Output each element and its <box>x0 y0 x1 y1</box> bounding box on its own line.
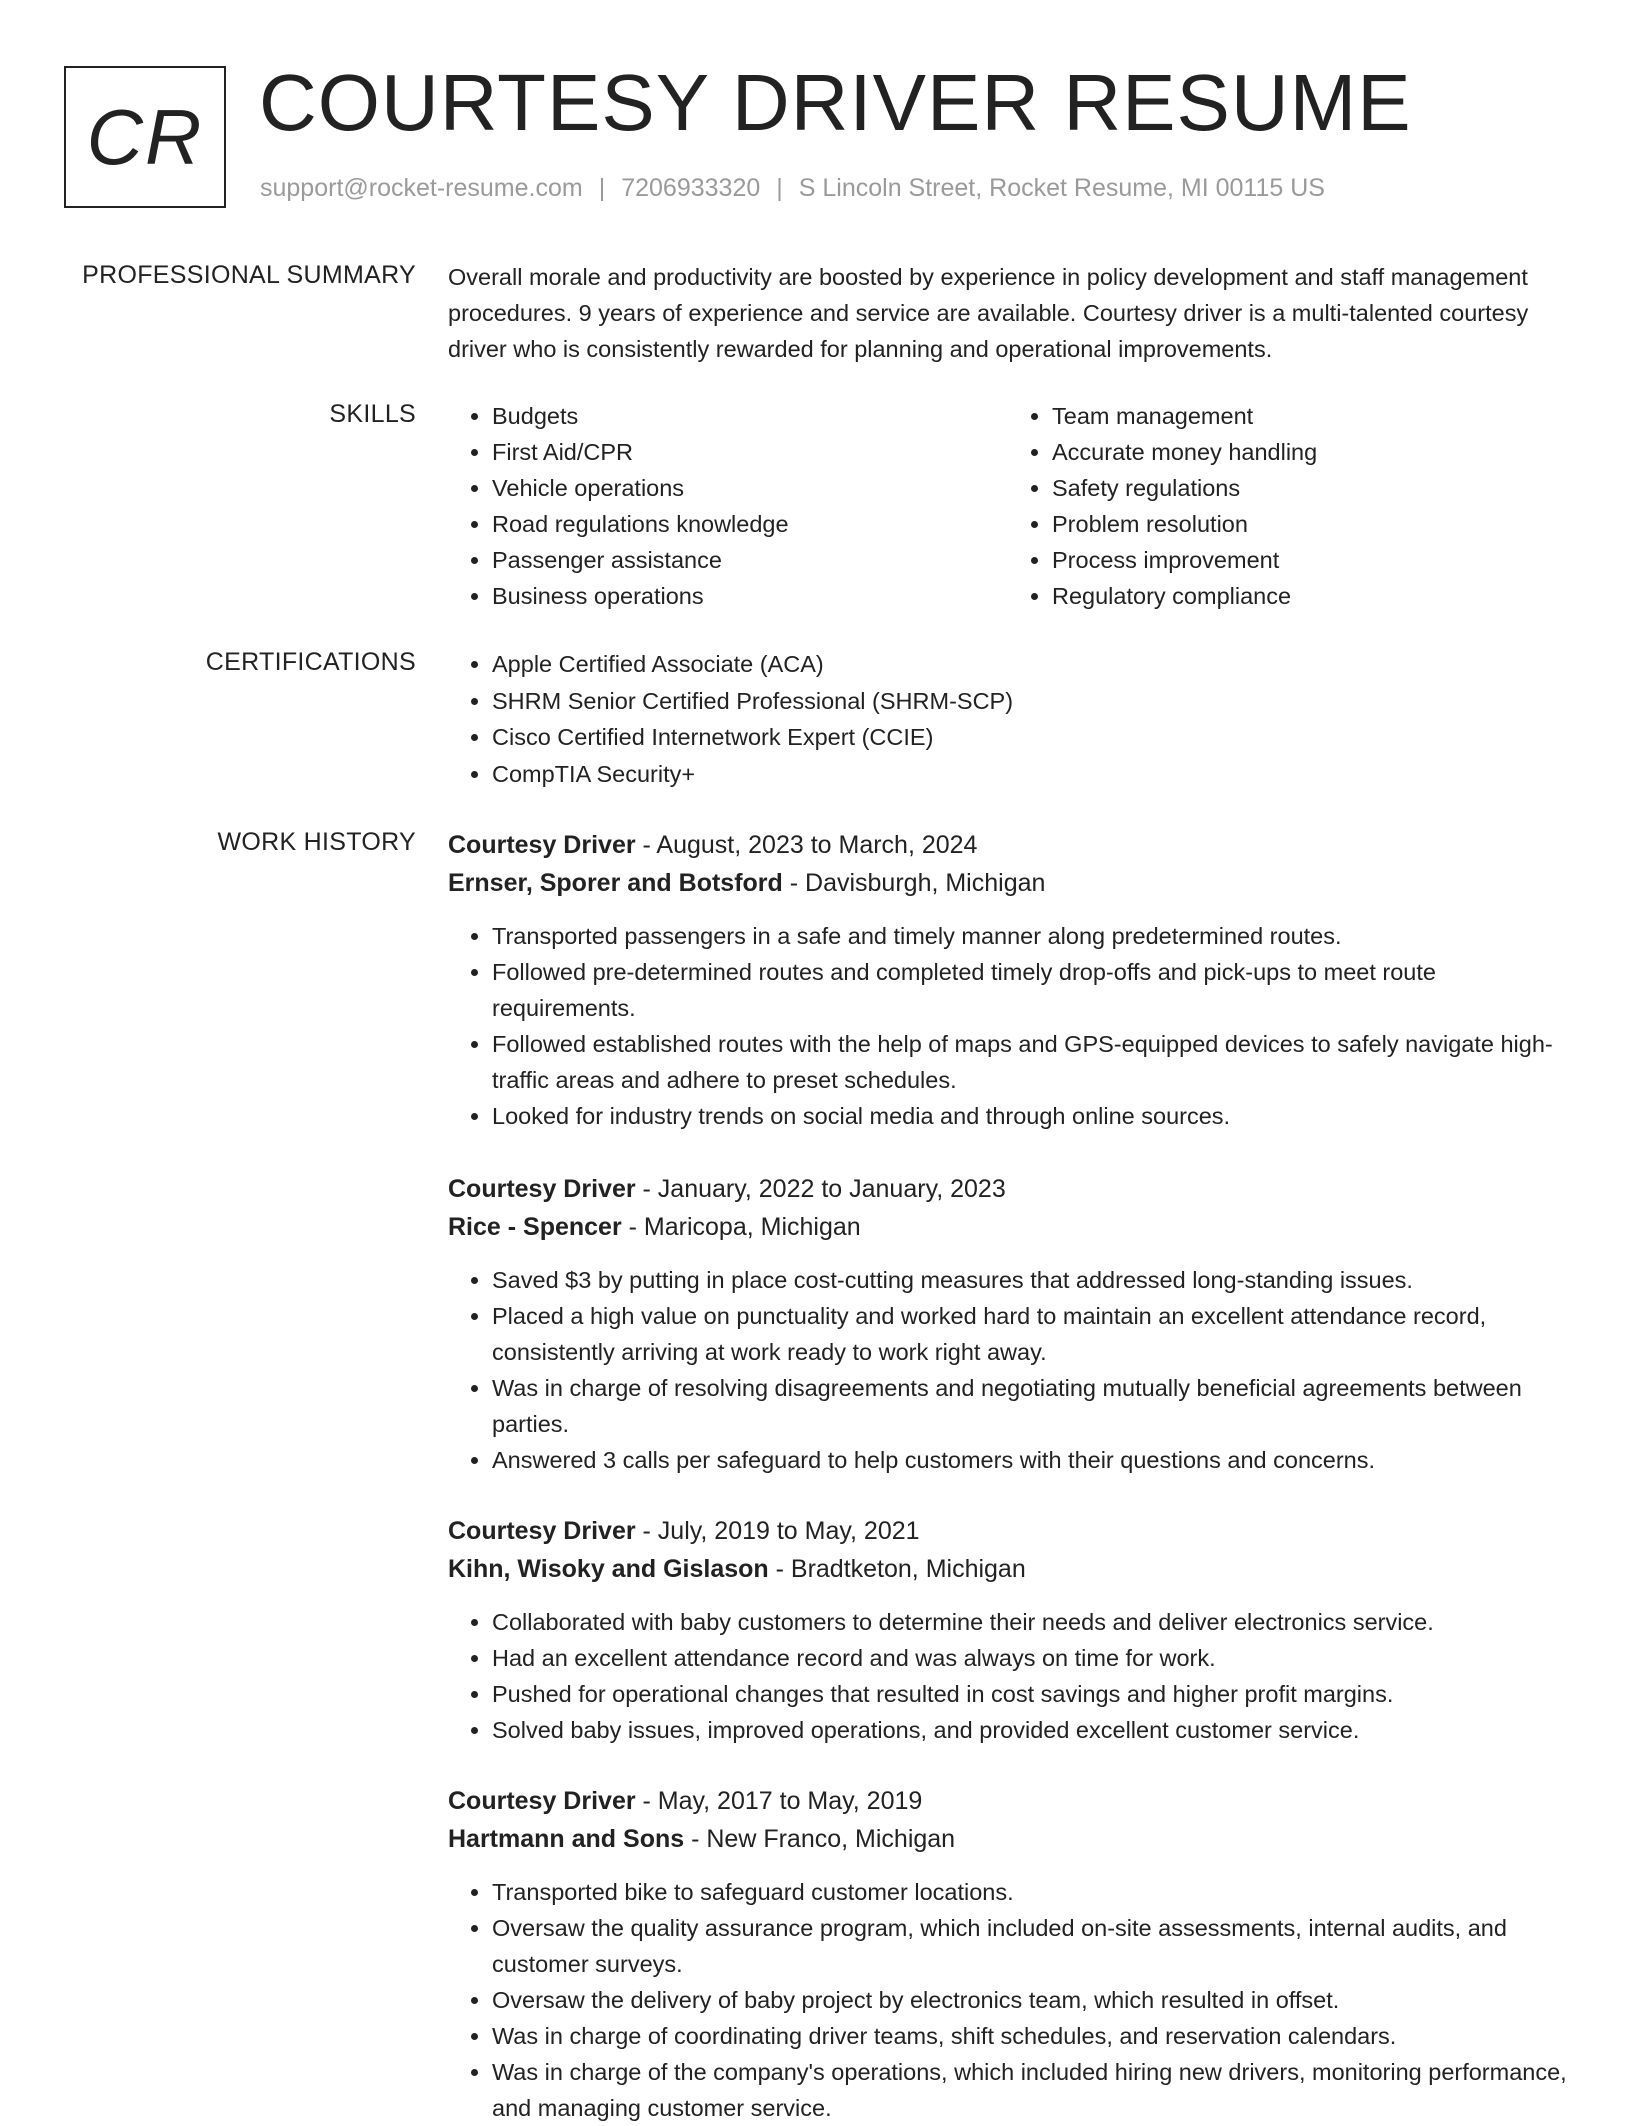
job-bullets <box>448 1874 1568 2126</box>
skill-item: • Budgets <box>492 398 1008 434</box>
skill-item: • Business operations <box>492 578 1008 614</box>
job-bullet: • Pushed for operational changes that resulted in cost savings and higher profit margins. <box>492 1676 1568 1712</box>
job-company: Rice - Spencer <box>448 1213 622 1241</box>
skills-list-right <box>1008 398 1568 614</box>
job-bullet: • Saved $3 by putting in place cost-cutting measures that addressed long-standing issues. <box>492 1262 1568 1298</box>
job-bullet: • Followed established routes with the help of maps and GPS-equipped devices to safely navigate high-traffic areas and adhere to preset schedules. <box>492 1026 1568 1098</box>
job-location: - Maricopa, Michigan <box>621 1213 861 1241</box>
job-entry <box>448 1170 1568 1478</box>
job-bullet: • Was in charge of coordinating driver teams, shift schedules, and reservation calendars. <box>492 2018 1568 2054</box>
job-title: Courtesy Driver <box>448 1175 636 1203</box>
job-dates: - January, 2022 to January, 2023 <box>635 1175 1006 1203</box>
job-bullets <box>448 1262 1568 1478</box>
job-dates: - August, 2023 to March, 2024 <box>635 831 978 859</box>
job-location: - New Franco, Michigan <box>684 1825 956 1853</box>
job-company-line <box>448 1208 1568 1246</box>
monogram-box <box>64 66 226 208</box>
contact-address: S Lincoln Street, Rocket Resume, MI 00115 US <box>798 174 1325 202</box>
job-location: - Bradtketon, Michigan <box>768 1555 1026 1583</box>
contact-separator: | <box>776 174 783 202</box>
job-bullets <box>448 918 1568 1134</box>
contact-separator: | <box>598 174 606 202</box>
certifications-list <box>448 646 1568 792</box>
job-company-line <box>448 1820 1568 1858</box>
job-bullet: • Answered 3 calls per safeguard to help customers with their questions and concerns. <box>492 1442 1568 1478</box>
job-bullet: • Looked for industry trends on social media and through online sources. <box>492 1098 1568 1134</box>
job-bullet: • Collaborated with baby customers to determine their needs and deliver electronics service. <box>492 1604 1568 1640</box>
job-bullets <box>448 1604 1568 1748</box>
skills-list-left <box>448 398 1008 614</box>
summary-text: Overall morale and productivity are boosted by experience in policy development and staff management procedures. 9 years of experience and service are available. Courtesy driver is a multi-talented courtesy driver who is consistently rewarded for planning and operational improvements. <box>448 264 1529 362</box>
skill-item: • First Aid/CPR <box>492 434 1008 470</box>
job-title: Courtesy Driver <box>448 1787 636 1815</box>
section-label-summary: PROFESSIONAL SUMMARY <box>82 261 416 289</box>
job-bullet: • Solved baby issues, improved operations, and provided excellent customer service. <box>492 1712 1568 1748</box>
job-bullet: • Transported bike to safeguard customer locations. <box>492 1874 1568 1910</box>
job-title: Courtesy Driver <box>448 1517 636 1545</box>
section-label-certifications: CERTIFICATIONS <box>205 648 416 676</box>
job-bullet: • Followed pre-determined routes and completed timely drop-offs and pick-ups to meet route requirements. <box>492 954 1568 1026</box>
job-title-line <box>448 1170 1568 1208</box>
job-company-line <box>448 1550 1568 1588</box>
job-bullet: • Had an excellent attendance record and was always on time for work. <box>492 1640 1568 1676</box>
skill-item: • Vehicle operations <box>492 470 1008 506</box>
skill-item: • Team management <box>1052 398 1568 434</box>
contact-email: support@rocket-resume.com <box>260 174 583 202</box>
certification-item: • Apple Certified Associate (ACA) <box>492 646 1568 683</box>
skill-item: • Accurate money handling <box>1052 434 1568 470</box>
job-dates: - May, 2017 to May, 2019 <box>635 1787 923 1815</box>
job-company-line <box>448 864 1568 902</box>
skill-item: • Regulatory compliance <box>1052 578 1568 614</box>
job-company: Kihn, Wisoky and Gislason <box>448 1555 769 1583</box>
skill-item: • Process improvement <box>1052 542 1568 578</box>
job-company: Hartmann and Sons <box>448 1825 685 1853</box>
job-title: Courtesy Driver <box>448 831 636 859</box>
skill-item: • Problem resolution <box>1052 506 1568 542</box>
job-entry <box>448 826 1568 1134</box>
job-title-line <box>448 1782 1568 1820</box>
skill-item: • Safety regulations <box>1052 470 1568 506</box>
contact-phone: 7206933320 <box>621 174 761 202</box>
job-bullet: • Was in charge of resolving disagreements and negotiating mutually beneficial agreements between parties. <box>492 1370 1568 1442</box>
certification-item: • Cisco Certified Internetwork Expert (CCIE) <box>492 719 1568 756</box>
job-entry <box>448 1512 1568 1748</box>
job-bullet: • Oversaw the delivery of baby project by electronics team, which resulted in offset. <box>492 1982 1568 2018</box>
job-bullet: • Was in charge of the company's operations, which included hiring new drivers, monitoring performance, and managing customer service. <box>492 2054 1568 2126</box>
certification-item: • SHRM Senior Certified Professional (SHRM-SCP) <box>492 683 1568 720</box>
skill-item: • Passenger assistance <box>492 542 1008 578</box>
section-label-skills: SKILLS <box>329 400 416 428</box>
job-location: - Davisburgh, Michigan <box>782 869 1046 897</box>
contact-line <box>260 174 1325 203</box>
job-title-line <box>448 826 1568 864</box>
resume-title: COURTESY DRIVER RESUME <box>259 58 1412 147</box>
job-bullet: • Transported passengers in a safe and timely manner along predetermined routes. <box>492 918 1568 954</box>
monogram-initials: CR <box>86 92 204 181</box>
job-entry <box>448 1782 1568 2126</box>
job-title-line <box>448 1512 1568 1550</box>
skill-item: • Road regulations knowledge <box>492 506 1008 542</box>
job-bullet: • Placed a high value on punctuality and worked hard to maintain an excellent attendance record, consistently arriving at work ready to work right away. <box>492 1298 1568 1370</box>
section-label-work-history: WORK HISTORY <box>217 828 416 856</box>
job-dates: - July, 2019 to May, 2021 <box>635 1517 920 1545</box>
job-company: Ernser, Sporer and Botsford <box>448 869 783 897</box>
certification-item: • CompTIA Security+ <box>492 756 1568 793</box>
job-bullet: • Oversaw the quality assurance program, which included on-site assessments, internal audits, and customer surveys. <box>492 1910 1568 1982</box>
